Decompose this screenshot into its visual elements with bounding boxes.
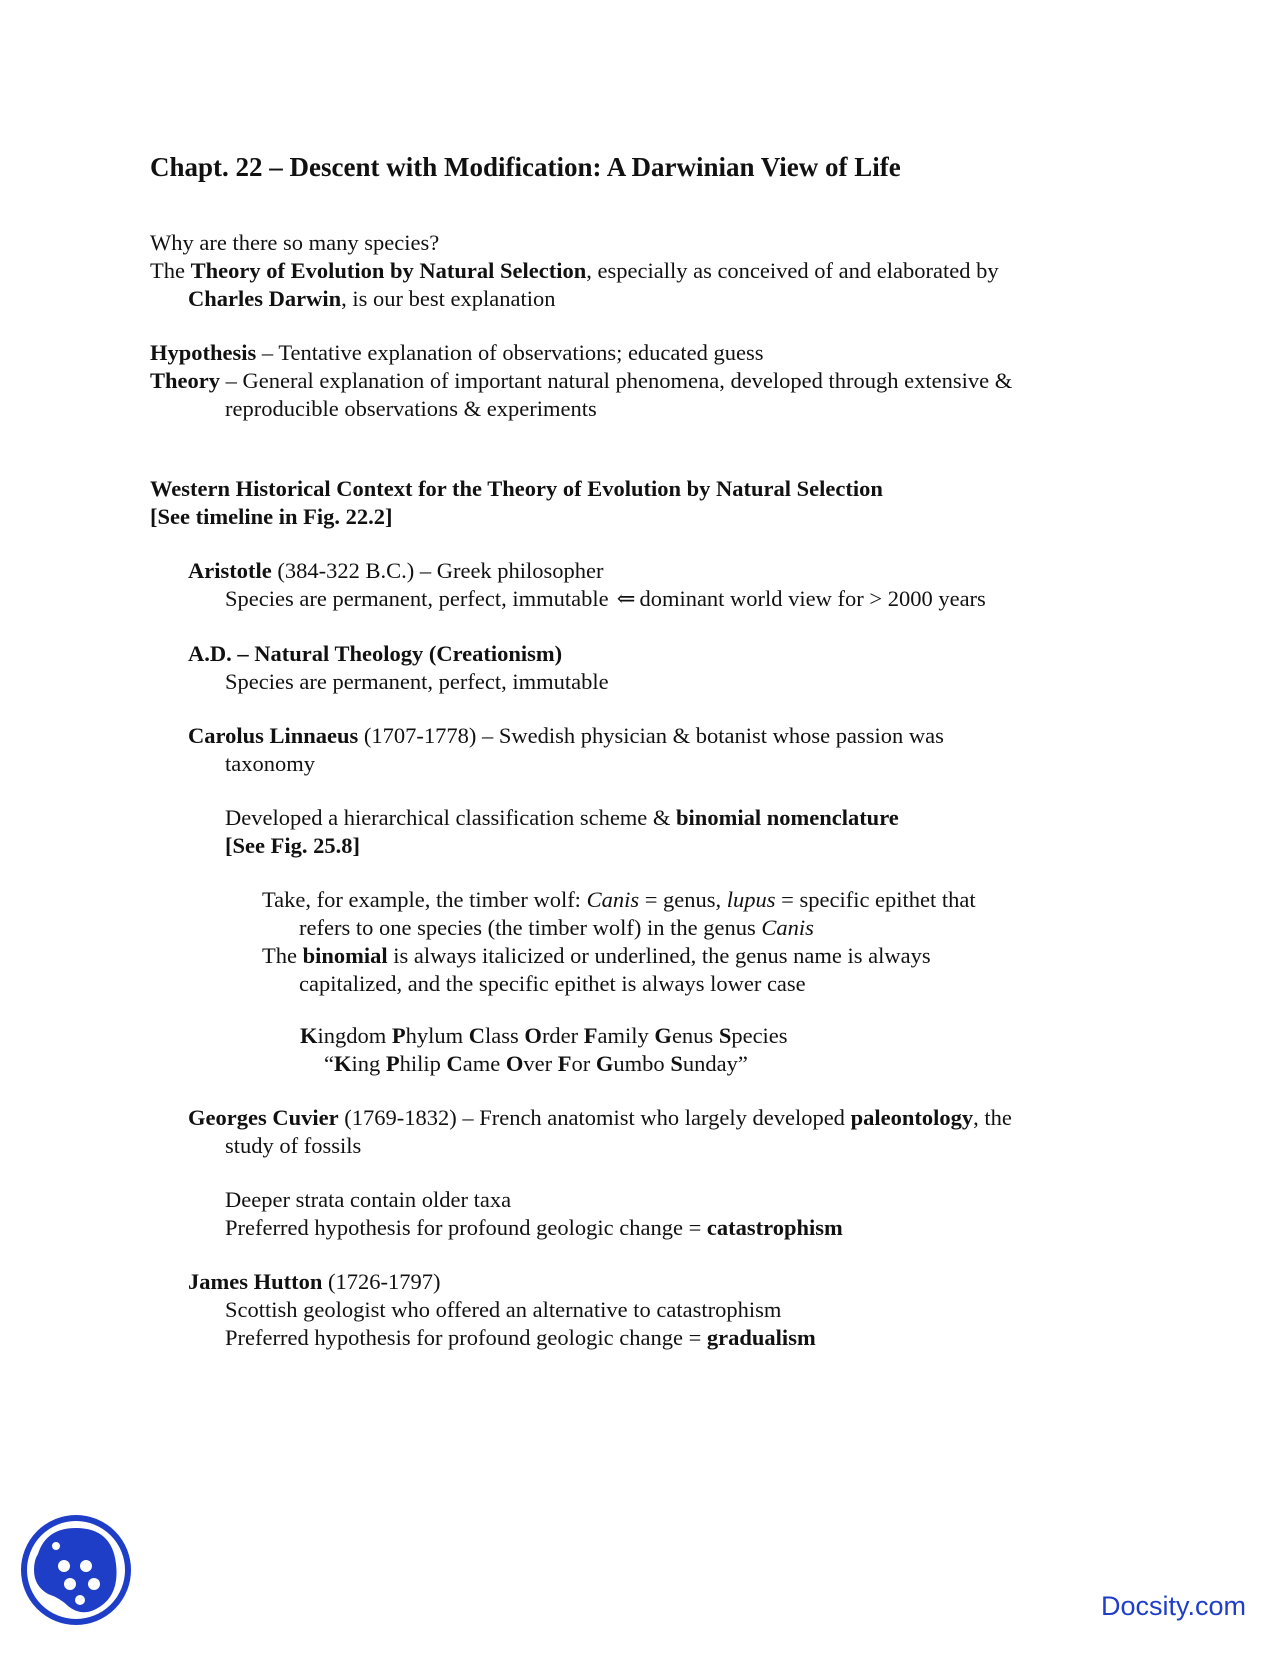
intro-theory-cont: Charles Darwin, is our best explanation: [188, 286, 556, 311]
linnaeus-development: Developed a hierarchical classification scheme & binomial nomenclature [See Fig. 25.8]: [225, 805, 899, 858]
mnemonic: [324, 1050, 748, 1078]
figure-reference: [See Fig. 25.8]: [225, 833, 360, 858]
timber-wolf-example: Take, for example, the timber wolf: Canis = genus, lupus = specific epithet that refers to one species (the timber wolf) in the genus Canis The binomial is always italicized or underlined, the genus name is always capitalized, and the specific epithet is always lower case: [262, 887, 976, 996]
theory-definition: Theory – General explanation of important natural phenomena, developed through extensive &: [150, 368, 1013, 393]
page-title: Chapt. 22 – Descent with Modification: A Darwinian View of Life: [150, 152, 901, 182]
mnemonic-word: Over: [505, 1051, 558, 1076]
intro-block: [150, 229, 999, 313]
rank-word: Phylum: [391, 1023, 469, 1048]
rank-word: Genus: [654, 1023, 719, 1048]
theory-term: Theory of Evolution by Natural Selection: [190, 258, 587, 283]
ranks-line: [300, 1022, 788, 1050]
hutton-entry: James Hutton (1726-1797) Scottish geologist who offered an alternative to catastrophism Preferred hypothesis for profound geologic change = gradualism: [188, 1269, 816, 1350]
aristotle-name: Aristotle: [188, 558, 272, 583]
linnaeus-entry: Carolus Linnaeus (1707-1778) – Swedish physician & botanist whose passion was taxonomy: [188, 723, 944, 776]
hypothesis-definition: Hypothesis – Tentative explanation of observations; educated guess: [150, 340, 764, 365]
natural-theology-entry: A.D. – Natural Theology (Creationism) Species are permanent, perfect, immutable: [188, 641, 609, 694]
section-heading-line1: Western Historical Context for the Theory of Evolution by Natural Selection: [150, 476, 883, 501]
rank-word: Class: [468, 1023, 525, 1048]
theory-definition-cont: reproducible observations & experiments: [225, 396, 597, 421]
mnemonic-word: Gumbo: [595, 1051, 671, 1076]
rank-word: Family: [583, 1023, 655, 1048]
section-heading-line2: [See timeline in Fig. 22.2]: [150, 504, 393, 529]
rank-word: Order: [524, 1023, 584, 1048]
left-arrow-icon: ⇐: [616, 586, 636, 611]
hutton-name: James Hutton: [188, 1269, 323, 1294]
cuvier-name: Georges Cuvier: [188, 1105, 339, 1130]
mnemonic-word: Philip: [385, 1051, 447, 1076]
linnaeus-name: Carolus Linnaeus: [188, 723, 359, 748]
mnemonic-word: For: [557, 1051, 596, 1076]
darwin-name: Charles Darwin: [188, 286, 342, 311]
cuvier-entry: Georges Cuvier (1769-1832) – French anatomist who largely developed paleontology, the study of fossils: [188, 1105, 1012, 1158]
mnemonic-word: Sunday: [670, 1051, 738, 1076]
rank-word: Species: [718, 1023, 788, 1048]
docsity-logo-icon[interactable]: [20, 1514, 132, 1626]
rank-word: Kingdom: [300, 1023, 392, 1048]
close-quote: ”: [737, 1051, 748, 1076]
mnemonic-line: [324, 1050, 748, 1078]
taxonomic-ranks: [300, 1022, 788, 1050]
mnemonic-word: Came: [446, 1051, 506, 1076]
aristotle-entry: Aristotle (384-322 B.C.) – Greek philosopher Species are permanent, perfect, immutable ⇐ dominant world view for > 2000 years: [188, 558, 986, 611]
intro-theory-line: The Theory of Evolution by Natural Selection, especially as conceived of and elaborated by: [150, 258, 999, 283]
cuvier-details: Deeper strata contain older taxa Preferred hypothesis for profound geologic change = catastrophism: [225, 1187, 843, 1240]
definitions-block: [150, 339, 1012, 423]
intro-question: Why are there so many species?: [150, 230, 440, 255]
section-heading: [150, 475, 883, 531]
natural-theology-heading: A.D. – Natural Theology (Creationism): [188, 641, 563, 666]
mnemonic-word: King: [334, 1051, 386, 1076]
open-quote: “: [324, 1051, 334, 1076]
docsity-brand-link[interactable]: Docsity.com: [1101, 1591, 1247, 1621]
